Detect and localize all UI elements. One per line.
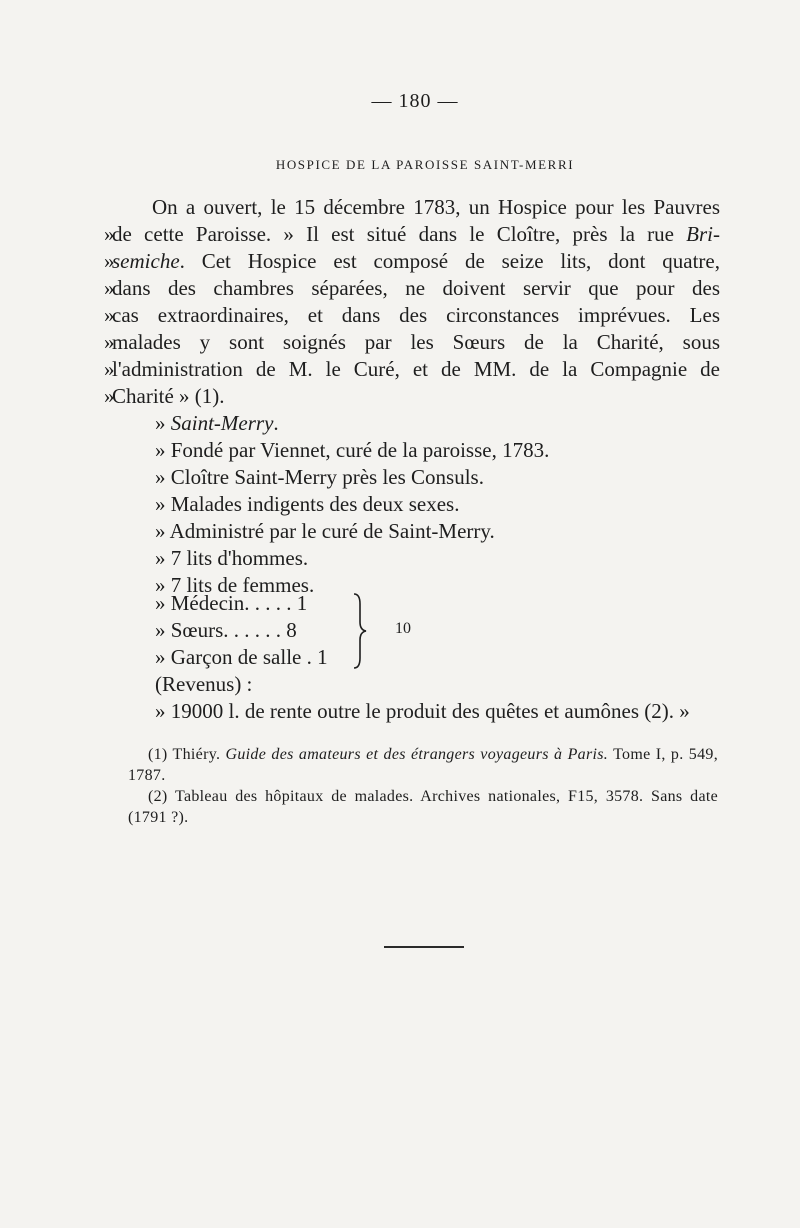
staff-row: » Médecin. . . . . 1 <box>155 591 308 615</box>
quote-mark: » <box>104 357 115 381</box>
entry-line: » 7 lits de femmes. <box>155 573 315 597</box>
entry-text: » Saint-Merry. <box>155 411 279 435</box>
paragraph-line <box>104 248 720 275</box>
revenus-label: (Revenus) : <box>155 672 253 696</box>
main-paragraph <box>104 194 720 599</box>
paragraph-line: » Charité » (1). <box>104 384 225 408</box>
entry-line <box>112 410 720 437</box>
entry-line: » Fondé par Viennet, curé de la paroisse, 1783. <box>155 438 550 462</box>
paragraph-line: On a ouvert, le 15 décembre 1783, un Hospice pour les Pauvres <box>152 195 720 219</box>
staff-total: 10 <box>395 620 411 637</box>
quote-mark: » <box>104 276 115 300</box>
quote-mark: » <box>104 303 115 327</box>
entry-line: » Cloître Saint-Merry près les Consuls. <box>155 465 484 489</box>
footnote: (2) Tableau des hôpitaux de malades. Archives nationales, F15, 3578. Sans date (1791 ?). <box>128 788 718 826</box>
paragraph-line <box>104 221 720 248</box>
staff-row: » Garçon de salle . 1 <box>155 645 328 669</box>
quote-mark: » <box>104 249 115 273</box>
paragraph-line: » cas extraordinaires, et dans des circonstances imprévues. Les <box>104 303 720 327</box>
brace-icon <box>350 592 370 670</box>
end-rule <box>384 946 464 948</box>
paragraph-line: » dans des chambres séparées, ne doivent servir que pour des <box>104 276 720 300</box>
line-text: semiche. Cet Hospice est composé de seize lits, dont quatre, <box>112 249 720 273</box>
staff-list <box>155 590 723 725</box>
entry-line: » 7 lits d'hommes. <box>155 546 309 570</box>
paragraph-line: » malades y sont soignés par les Sœurs de la Charité, sous <box>104 330 720 354</box>
footnotes <box>128 744 718 828</box>
entry-line: » Administré par le curé de Saint-Merry. <box>155 519 495 543</box>
paragraph-line: » l'administration de M. le Curé, et de MM. de la Compagnie de <box>104 357 720 381</box>
line-text: de cette Paroisse. » Il est situé dans le Cloître, près la rue Bri- <box>112 222 720 246</box>
section-heading: HOSPICE DE LA PAROISSE SAINT-MERRI <box>275 157 575 172</box>
staff-row: » Sœurs. . . . . . 8 <box>155 618 297 642</box>
page-number: — 180 — <box>371 90 459 112</box>
quote-mark: » <box>104 330 115 354</box>
footnote: (1) Thiéry. Guide des amateurs et des étrangers voyageurs à Paris. Tome I, p. 549, 1787. <box>128 746 718 784</box>
quote-mark: » <box>104 222 115 246</box>
entry-line: » Malades indigents des deux sexes. <box>155 492 460 516</box>
quote-mark: » <box>104 384 115 408</box>
revenus-text: » 19000 l. de rente outre le produit des quêtes et aumônes (2). » <box>155 699 690 723</box>
